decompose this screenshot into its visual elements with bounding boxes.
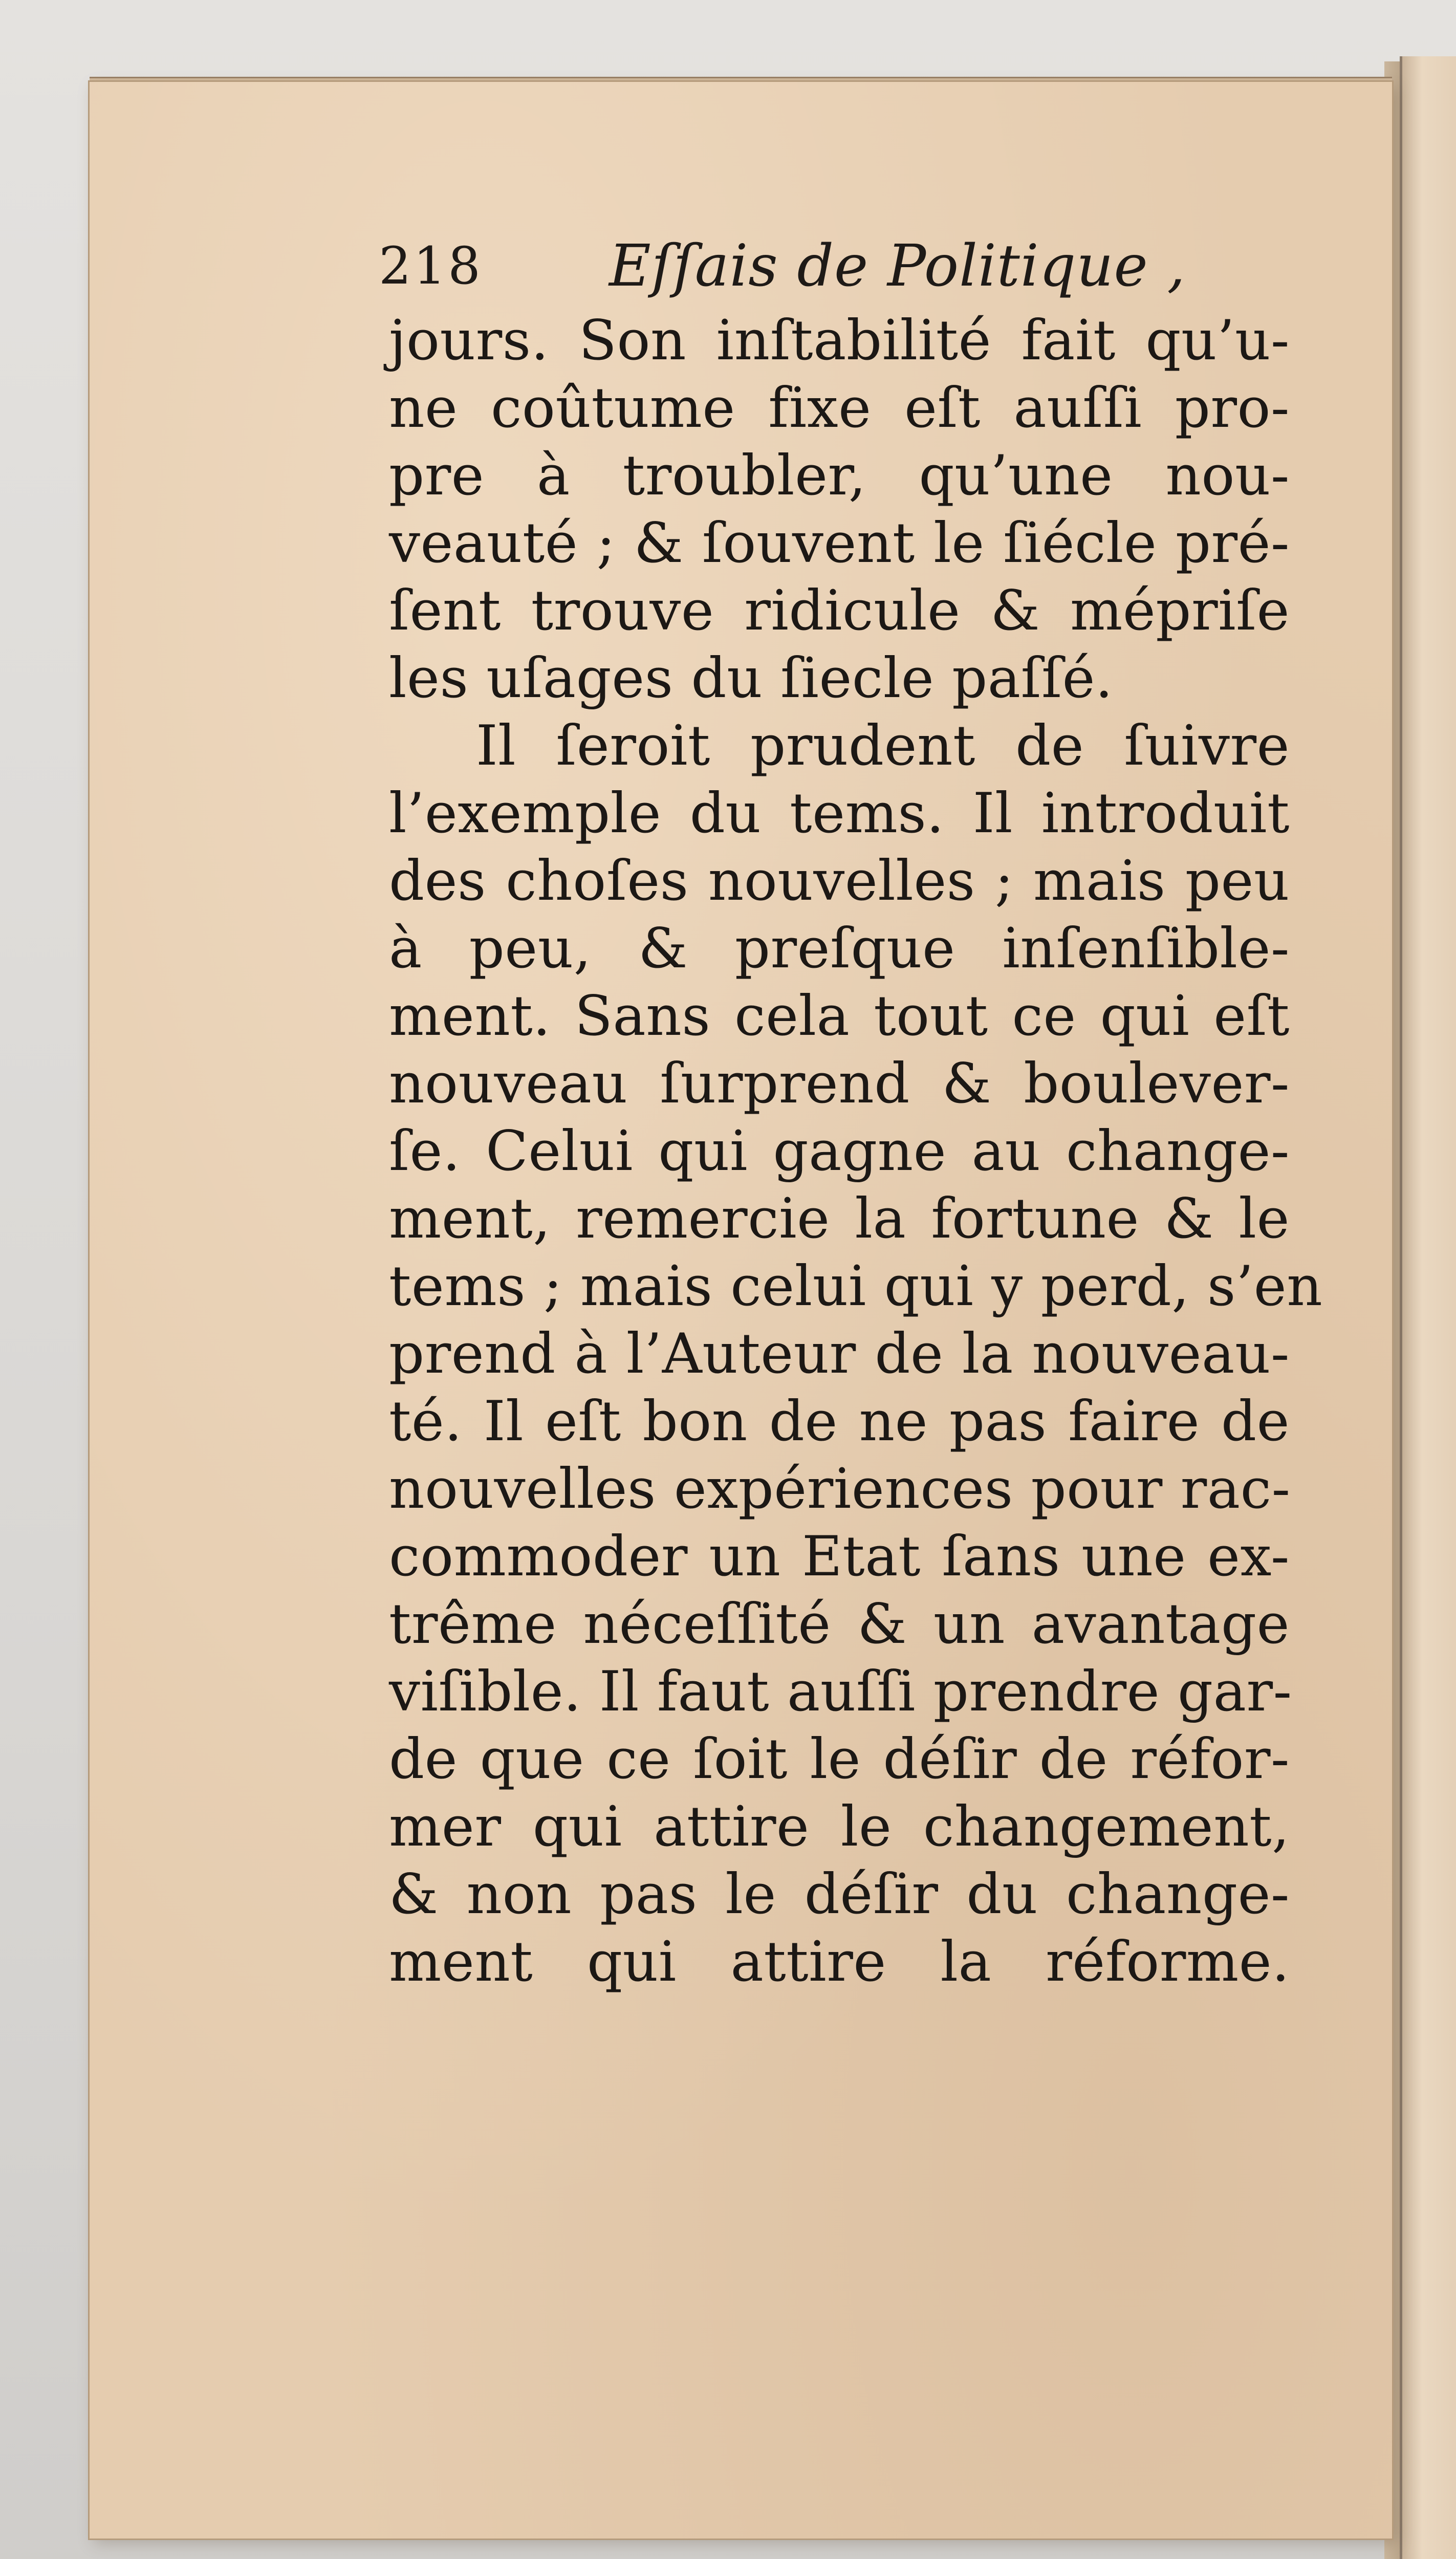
text-line: & non pas le déſir du change- bbox=[389, 1862, 1290, 1926]
text-line: pre à troubler, qu’une nou- bbox=[389, 444, 1290, 508]
text-line: commoder un Etat ſans une ex- bbox=[389, 1525, 1290, 1589]
body-text bbox=[389, 307, 1323, 1996]
text-line: té. Il eſt bon de ne pas faire de bbox=[389, 1390, 1290, 1454]
text-line: veauté ; & ſouvent le ſiécle pré- bbox=[389, 511, 1290, 575]
text-line: de que ce ſoit le déſir de réfor- bbox=[389, 1727, 1290, 1791]
text-line: Il ſeroit prudent de ſuivre bbox=[476, 714, 1290, 778]
text-line: tems ; mais celui qui y perd, s’en bbox=[389, 1254, 1323, 1318]
text-line: nouvelles expériences pour rac- bbox=[389, 1457, 1291, 1521]
text-line: les uſages du ſiecle paſſé. bbox=[389, 646, 1113, 710]
paragraph-2 bbox=[389, 712, 1323, 1996]
text-line: ſent trouve ridicule & mépriſe bbox=[389, 579, 1290, 643]
text-line: à peu, & preſque inſenſible- bbox=[389, 917, 1290, 981]
text-line: viſible. Il faut auſſi prendre gar- bbox=[389, 1660, 1292, 1724]
page-header bbox=[379, 230, 1249, 302]
page-number: 218 bbox=[379, 236, 483, 296]
paragraph-1 bbox=[389, 307, 1290, 712]
text-line: nouveau ſurprend & boulever- bbox=[389, 1052, 1290, 1116]
text-line: l’exemple du tems. Il introduit bbox=[389, 782, 1290, 845]
text-line: ment. Sans cela tout ce qui eſt bbox=[389, 984, 1290, 1048]
text-line: prend à l’Auteur de la nouveau- bbox=[389, 1322, 1290, 1386]
running-title: Eſſais de Politique , bbox=[609, 233, 1186, 299]
text-line: trême néceſſité & un avantage bbox=[389, 1592, 1290, 1656]
text-line: jours. Son inſtabilité fait qu’u- bbox=[389, 309, 1290, 373]
text-line: ne coûtume fixe eſt auſſi pro- bbox=[389, 376, 1290, 440]
text-line: des choſes nouvelles ; mais peu bbox=[389, 849, 1290, 913]
text-line: mer qui attire le changement, bbox=[389, 1795, 1290, 1859]
text-line: ment, remercie la fortune & le bbox=[389, 1187, 1290, 1251]
text-line: ſe. Celui qui gagne au change- bbox=[389, 1119, 1290, 1183]
facing-page-strip bbox=[1400, 56, 1456, 2559]
text-line: ment qui attire la réforme. bbox=[389, 1930, 1290, 1994]
